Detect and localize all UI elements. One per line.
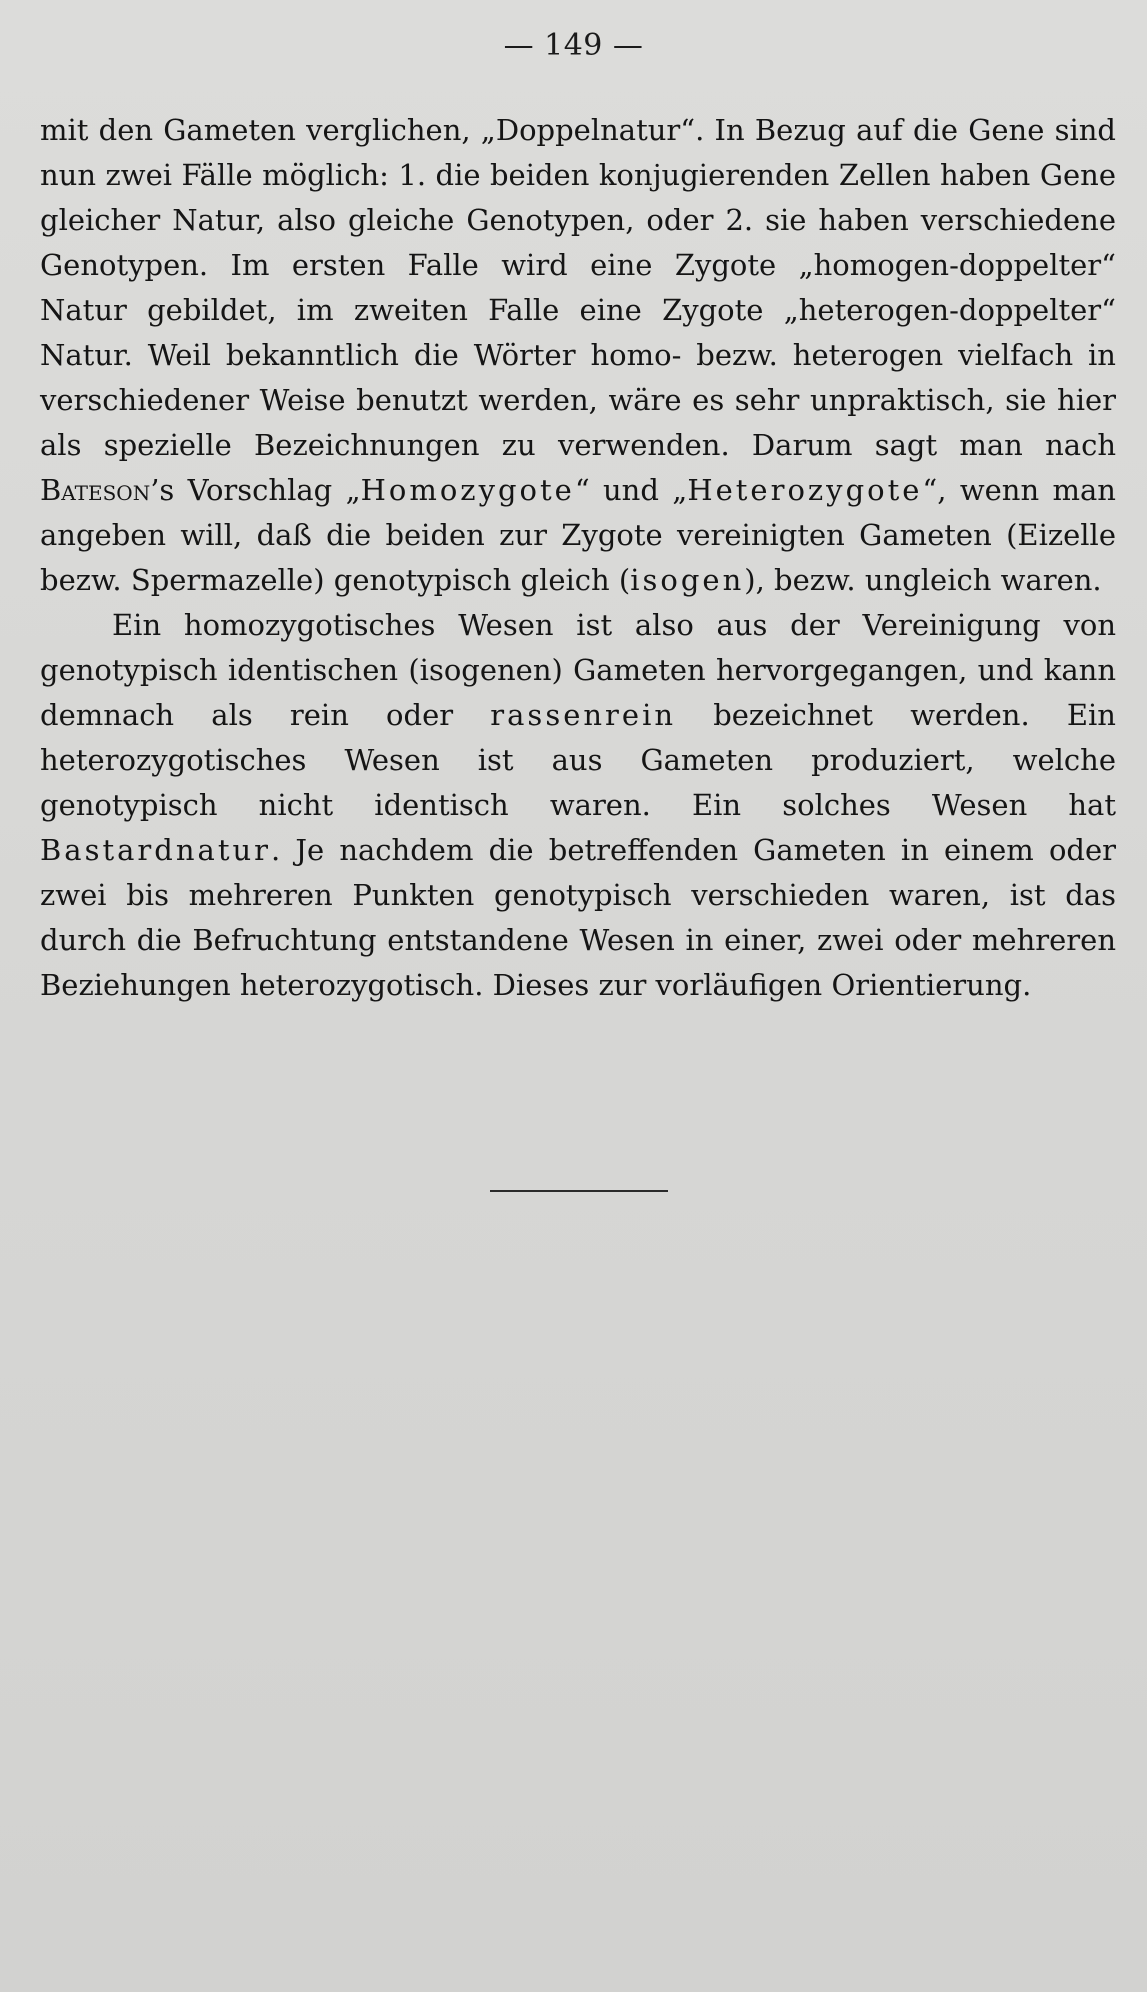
paragraph-1 — [40, 108, 1116, 603]
term-rassenrein: rassenrein — [490, 698, 677, 732]
term-heterozygote: Heterozygote — [687, 473, 923, 507]
paragraph-2 — [40, 603, 1116, 1008]
paragraph-1-text-c: “ und „ — [574, 473, 688, 507]
paragraph-2-text-b: bezeichnet werden. Ein heterozygotisches Wesen ist aus Gameten produziert, welche genotypisch nicht identisch waren. Ein solches Wesen hat — [40, 698, 1116, 822]
paragraph-2-text-a: Ein homozygotisches Wesen ist also aus der Vereinigung von genotypisch identischen (isogenen) Gameten hervorgegangen, und kann demnach als rein oder — [40, 608, 1116, 732]
paragraph-2-text-c: . Je nachdem die betreffenden Gameten in einem oder zwei bis mehreren Punkten genotypisch verschieden waren, ist das durch die Befruchtung entstandene Wesen in einer, zwei oder mehreren Beziehungen heterozygotisch. Dieses zur vorläufigen Orientierung. — [40, 833, 1116, 1002]
term-bastardnatur: Bastardnatur — [40, 833, 272, 867]
body-text — [40, 108, 1116, 1008]
author-name-bateson: Bateson — [40, 473, 151, 507]
page-number: — 149 — — [503, 28, 644, 63]
term-isogen: isogen — [630, 563, 745, 597]
paragraph-1-text-a: mit den Gameten verglichen, „Doppelnatur“. In Bezug auf die Gene sind nun zwei Fälle möglich: 1. die beiden konjugierenden Zellen haben Gene gleicher Natur, also gleiche Genotypen, oder 2. sie haben verschiedene Genotypen. Im ersten Falle wird eine Zygote „homogen-doppelter“ Natur gebildet, im zweiten Falle eine Zygote „heterogen-doppelter“ Natur. Weil bekanntlich die Wörter homo- bezw. heterogen vielfach in verschiedener Weise benutzt werden, wäre es sehr unpraktisch, sie hier als spezielle Bezeichnungen zu verwenden. Darum sagt man nach — [40, 113, 1116, 462]
paragraph-1-text-b: ’s Vorschlag „ — [150, 473, 361, 507]
term-homozygote: Homozygote — [360, 473, 575, 507]
paragraph-1-text-e: ), bezw. ungleich waren. — [744, 563, 1102, 597]
section-end-rule — [490, 1190, 668, 1192]
paragraph-1-text-d: “, wenn man angeben will, daß die beiden zur Zygote vereinigten Gameten (Eizelle bezw. Spermazelle) genotypisch gleich ( — [40, 473, 1116, 597]
